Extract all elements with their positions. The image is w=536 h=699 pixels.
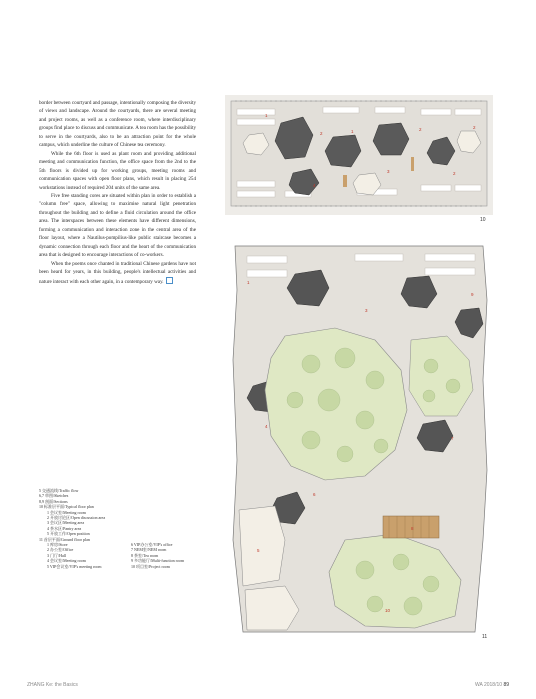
- end-mark-icon: [166, 277, 173, 284]
- svg-text:1: 1: [247, 280, 250, 285]
- svg-text:3: 3: [387, 169, 390, 174]
- svg-text:6: 6: [313, 492, 316, 497]
- legend-subitem: 7 NEM室/NEM room: [131, 547, 167, 553]
- legend-ground-columns: [39, 542, 209, 569]
- legend-subitem: 6 VIP办公室/VIP's office: [131, 542, 173, 548]
- legend-item: 10 标准层平面/Typical floor plan: [39, 504, 94, 510]
- svg-text:5: 5: [257, 548, 260, 553]
- legend-subitem: 3 门厅/Hall: [47, 552, 66, 558]
- legend-subitem: 9 多功能厅/Multi-function room: [131, 558, 185, 564]
- legend-subitem: 3 会议区/Meeting area: [47, 520, 85, 526]
- legend-item: 5 交通流线/Traffic flow: [39, 488, 79, 493]
- svg-text:2: 2: [453, 171, 456, 176]
- page-number: 89: [503, 682, 509, 688]
- ground-floor-plan: [225, 240, 493, 636]
- body-paragraph: Five free standing cores are situated within plan in order to establish a "column free" space, allowing to maximise natural light penetration throughout the building and to define a fluid circulation around the office area. The interspaces between these elements have different dimensions, forming a communication and interaction zone in the central area of the floor layout, where a Nautilus-pompilius-like public staircase becomes a dynamic connection through each floor and the heart of the communication area that is designed to encourage interactions of co-workers.: [39, 192, 196, 259]
- legend-subitem: 1 会议室/Meeting room: [47, 509, 86, 515]
- figure-legend: [39, 488, 209, 569]
- svg-text:7: 7: [451, 436, 454, 441]
- svg-text:8: 8: [411, 526, 414, 531]
- legend-subitem: 2 开放讨论区/Open discussion area: [47, 515, 106, 521]
- footer-journal: WA 2018/10: [474, 682, 503, 688]
- legend-subitem: 5 VIP会议室/VIP's meeting room: [47, 563, 102, 569]
- body-paragraph: [39, 260, 196, 286]
- svg-text:2: 2: [320, 131, 323, 136]
- body-paragraph: border between courtyard and passage, intentionally composing the diversity of views and landscape. Around the courtyards, there are several meeting and project rooms, as well as a conference room, where interdisciplinary groups find place to discuss and communicate. A tea room has the possibility to serve in the courtyards, also to be an attraction point for the whole campus, which underline the culture of Chinese tea ceremony.: [39, 100, 196, 149]
- svg-text:4: 4: [313, 183, 316, 188]
- svg-text:10: 10: [385, 608, 391, 613]
- legend-item: 11 首层平面/Ground floor plan: [39, 536, 90, 542]
- svg-text:2: 2: [473, 125, 476, 130]
- footer-issue: [475, 682, 509, 688]
- legend-column: [39, 542, 131, 569]
- body-paragraph-text: When the poems once chanted in traditional Chinese gardens have not been heard for years, in this building, people's intellectual activities and nature interact with each other again, in a contemporary way.: [39, 260, 196, 285]
- legend-subitem: 2 办公室/Office: [47, 547, 74, 553]
- svg-text:1: 1: [265, 113, 268, 118]
- svg-text:2: 2: [419, 127, 422, 132]
- body-text: [39, 99, 196, 286]
- figure-number: 11: [482, 634, 488, 640]
- legend-column: [131, 542, 184, 569]
- legend-item: 8,9 剖面/Sections: [39, 498, 68, 504]
- legend-subitem: 8 茶室/Tea room: [131, 552, 159, 558]
- figure-number: 10: [480, 217, 486, 223]
- typical-floor-plan: [225, 95, 493, 215]
- svg-text:4: 4: [265, 424, 268, 429]
- legend-subitem: 1 库房/Store: [47, 542, 68, 548]
- svg-text:9: 9: [471, 292, 474, 297]
- body-paragraph: While the 6th floor is used as plant room and providing additional meeting and communication function, the office space from the 2nd to the 5th floors is divided up for working groups, meeting rooms and communication spaces with open floor plans, which result in placing 254 workstations instead of required 204 units of the same area.: [39, 150, 196, 191]
- legend-subitem: 4 茶水区/Pantry area: [47, 525, 82, 531]
- svg-text:1: 1: [351, 129, 354, 134]
- legend-item: 6,7 草图/Sketches: [39, 493, 69, 499]
- footer-running-title: ZHANG Ke: the Basics: [27, 682, 78, 688]
- legend-subitem: 4 会议室/Meeting room: [47, 558, 86, 564]
- legend-subitem: 10 项目室/Project room: [131, 563, 170, 569]
- svg-text:3: 3: [365, 308, 368, 313]
- legend-subitem: 5 开放工作/Open position: [47, 531, 90, 537]
